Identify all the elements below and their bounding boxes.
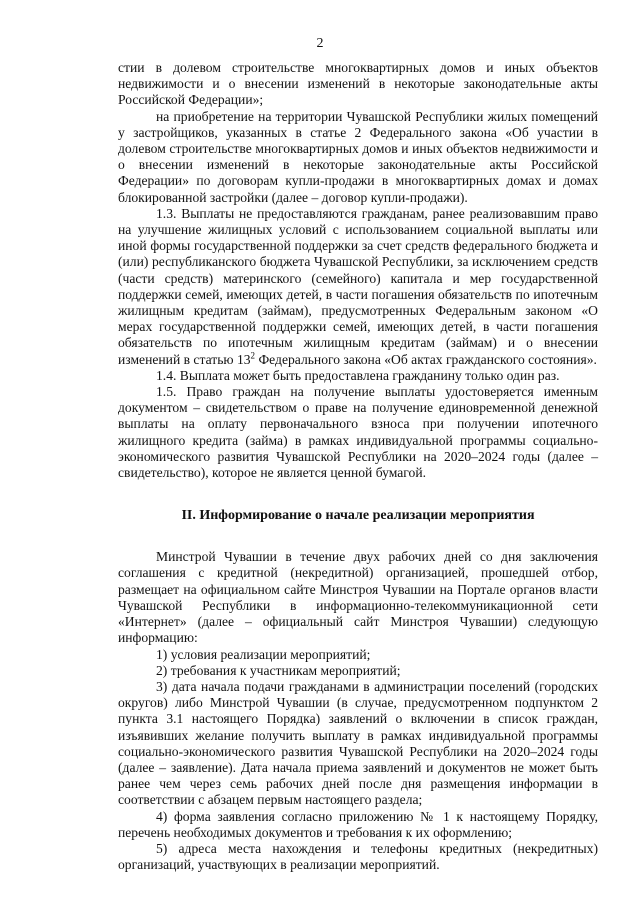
paragraph: Минстрой Чувашии в течение двух рабочих дней со дня заключения соглашения с кредитной (некредитной) организацией, прошедшей отбор, размещает на официальном сайте Минстроя Чувашии на Портале органов власти Чувашской Республики в информационно-телекоммуникационной сети «Интернет» (далее – официальный сайт Минстроя Чувашии) следующую информацию:: [118, 549, 598, 646]
document-body: [118, 60, 598, 873]
list-item: 3) дата начала подачи гражданами в администрации поселений (городских округов) либо Минстрой Чувашии (в случае, предусмотренном подпунктом 2 пункта 3.1 настоящего Порядка) заявлений о включении в список граждан, изъявивших желание получить выплату в рамках индивидуальной программы социально-экономического развития Чувашской Республики на 2020–2024 годы (далее – заявление). Дата начала приема заявлений и документов не может быть ранее чем через семь рабочих дней после дня размещения информации в соответствии с абзацем первым настоящего раздела;: [118, 678, 598, 808]
superscript: 2: [250, 350, 256, 361]
paragraph-1-3: [118, 206, 598, 368]
paragraph: стии в долевом строительстве многоквартирных домов и иных объектов недвижимости и о внесении изменений в некоторые законодательные акты Российской Федерации»;: [118, 60, 598, 108]
section-heading: II. Информирование о начале реализации мероприятия: [181, 508, 535, 524]
paragraph: на приобретение на территории Чувашской Республики жилых помещений у застройщиков, указанных в статье 2 Федерального закона «Об участии в долевом строительстве многоквартирных домов и иных объектов недвижимости и о внесении изменений в некоторые законодательные акты Российской Федерации» по договорам купли-продажи в многоквартирных домах и домах блокированной застройки (далее – договор купли-продажи).: [118, 108, 598, 205]
list-item: 4) форма заявления согласно приложению № 1 к настоящему Порядку, перечень необходимых документов и требования к их оформлению;: [118, 808, 598, 840]
list-item: 1) условия реализации мероприятий;: [156, 646, 371, 662]
paragraph-1-4: 1.4. Выплата может быть предоставлена гражданину только один раз.: [156, 367, 560, 383]
list-item: 2) требования к участникам мероприятий;: [156, 662, 401, 678]
page-number: 2: [316, 36, 324, 51]
paragraph-1-5: 1.5. Право граждан на получение выплаты удостоверяется именным документом – свидетельством о праве на получение единовременной денежной выплаты на оплату первоначального взноса при получении ипотечного жилищного кредита (займа) в рамках индивидуальной программы социально-экономического развития Чувашской Республики на 2020–2024 годы (далее – свидетельство), которое не является ценной бумагой.: [118, 384, 598, 481]
list-item: 5) адреса места нахождения и телефоны кредитных (некредитных) организаций, участвующих в реализации мероприятий.: [118, 840, 598, 873]
paragraph-text: 1.3. Выплаты не предоставляются гражданам, ранее реализовавшим право на улучшение жилищных условий с использованием социальной выплаты или иной формы государственной поддержки за счет средств федерального бюджета и (или) республиканского бюджета Чувашской Республики, за исключением средств (части средств) материнского (семейного) капитала и мер государственной поддержки семей, имеющих детей, в части погашения обязательств по ипотечным жилищным кредитам (займам), предусмотренных Федеральным законом «О мерах государственной поддержки семей, имеющих детей, в части погашения обязательств по ипотечным жилищным кредитам (займам) и о внесении изменений в статью 13: [118, 205, 598, 367]
paragraph-text: Федерального закона «Об актах гражданского состояния».: [255, 351, 597, 367]
